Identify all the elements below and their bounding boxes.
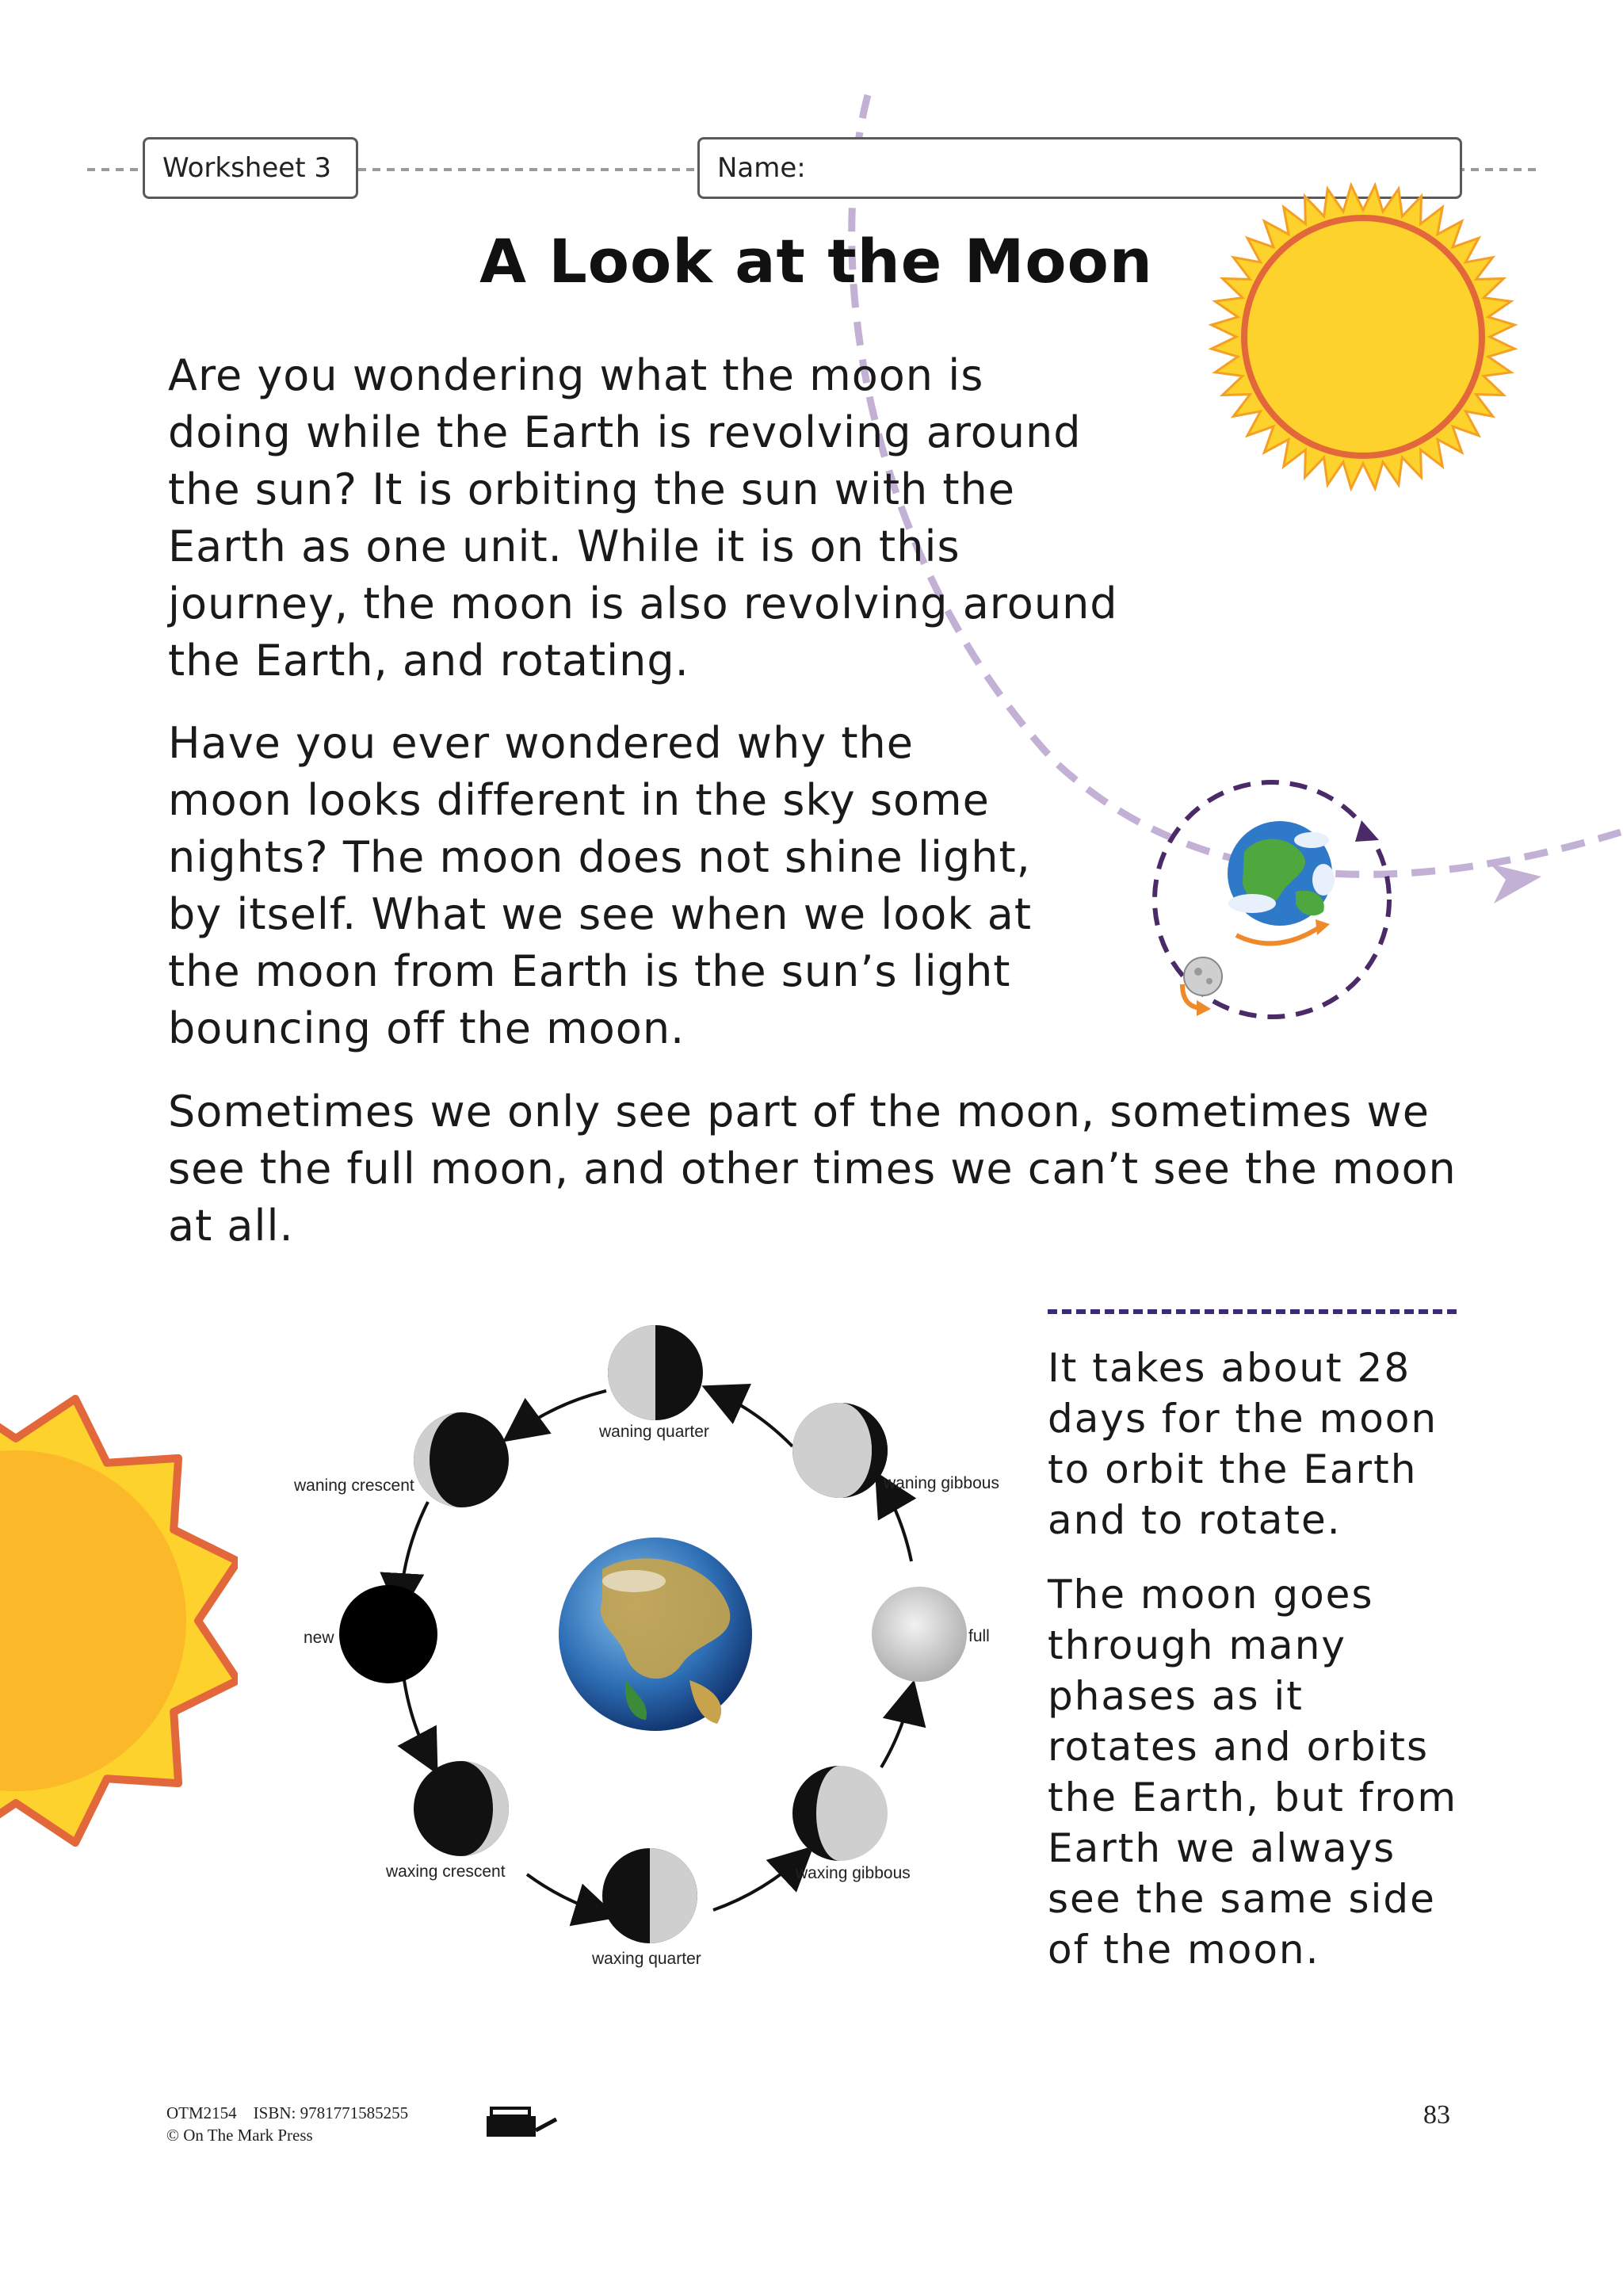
sun-icon (1205, 178, 1522, 495)
sidebar-text-2 (1048, 1569, 1618, 1975)
sun-left-icon (0, 1371, 238, 1870)
page-number: 83 (1423, 2100, 1450, 2130)
label-waxing-quarter: waxing quarter (592, 1950, 701, 1968)
moon-phase-waning-gibbous (792, 1403, 888, 1498)
earth-rotation-arrow-icon (1236, 927, 1319, 943)
moon-phase-waxing-quarter (602, 1848, 697, 1943)
isbn: ISBN: 9781771585255 (253, 2103, 409, 2122)
text-line: of the moon. (1048, 1927, 1320, 1973)
text-line: Sometimes we only see part of the moon, sometimes we (168, 1087, 1430, 1137)
text-line: moon looks different in the sky some (168, 775, 990, 825)
text-line: and to rotate. (1048, 1497, 1342, 1543)
text-line: It takes about 28 (1048, 1345, 1411, 1391)
paragraph-3 (168, 1083, 1594, 1255)
sidebar-dotted-line (1044, 1306, 1461, 1317)
text-line: Are you wondering what the moon is (168, 350, 984, 400)
text-line: by itself. What we see when we look at (168, 889, 1033, 939)
text-line: Have you ever wondered why the (168, 718, 914, 768)
text-line: through many (1048, 1622, 1346, 1668)
text-line: the Earth, and rotating. (168, 636, 689, 686)
label-waxing-gibbous: waxing gibbous (796, 1864, 911, 1882)
product-code: OTM2154 (166, 2103, 237, 2122)
worksheet-tab (143, 137, 358, 199)
worksheet-label: Worksheet 3 (162, 152, 331, 184)
text-line: The moon goes (1048, 1572, 1374, 1618)
text-line: rotates and orbits (1048, 1724, 1429, 1770)
earth-orbit-arrow-icon (1490, 864, 1541, 904)
moon-phase-waxing-crescent (414, 1761, 509, 1856)
sun-disc (1244, 218, 1482, 456)
sidebar-text-1 (1048, 1343, 1618, 1545)
moon-phase-waning-quarter (608, 1325, 703, 1420)
text-line: see the full moon, and other times we can’t see the moon (168, 1144, 1457, 1194)
text-line: Earth we always (1048, 1825, 1396, 1871)
text-line: bouncing off the moon. (168, 1003, 685, 1053)
footer-info (166, 2102, 408, 2146)
moon-phase-full (872, 1587, 967, 1682)
text-line: days for the moon (1048, 1396, 1438, 1442)
text-line: the sun? It is orbiting the sun with the (168, 464, 1016, 514)
text-line: at all. (168, 1201, 294, 1251)
moon-phase-waxing-gibbous (792, 1766, 888, 1861)
name-label: Name: (717, 152, 806, 184)
publisher-logo-icon (482, 2102, 558, 2143)
label-full: full (968, 1627, 990, 1645)
label-new: new (304, 1629, 334, 1647)
text-line: the moon from Earth is the sun’s light (168, 946, 1011, 996)
paragraph-2 (168, 715, 1198, 1057)
label-waning-crescent: waning crescent (294, 1477, 414, 1495)
text-line: see the same side (1048, 1876, 1436, 1922)
label-waxing-crescent: waxing crescent (386, 1862, 506, 1881)
footer-line-1 (166, 2102, 408, 2124)
page-title: A Look at the Moon (479, 226, 1153, 296)
moon-phase-new (339, 1585, 437, 1683)
earth-center-icon (559, 1538, 752, 1731)
copyright: © On The Mark Press (166, 2126, 313, 2145)
paragraph-1 (168, 347, 1198, 690)
text-line: the Earth, but from (1048, 1775, 1458, 1820)
text-line: phases as it (1048, 1673, 1304, 1719)
text-line: Earth as one unit. While it is on this (168, 521, 960, 571)
label-waning-gibbous: waning gibbous (884, 1474, 999, 1492)
label-waning-quarter: waning quarter (599, 1423, 709, 1441)
earth-icon (1228, 821, 1335, 926)
text-line: nights? The moon does not shine light, (168, 832, 1031, 882)
moon-phase-waning-crescent (414, 1412, 509, 1507)
text-line: journey, the moon is also revolving around (168, 579, 1118, 628)
text-line: doing while the Earth is revolving around (168, 407, 1082, 457)
text-line: to orbit the Earth (1048, 1446, 1418, 1492)
moon-orbit-arrow-icon (1355, 820, 1379, 842)
